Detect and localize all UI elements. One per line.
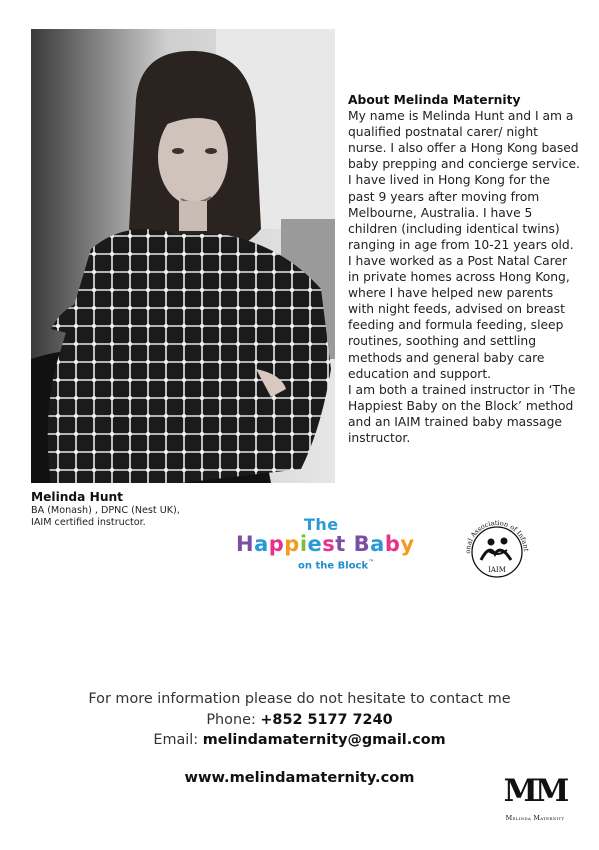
contact-phone-line [0,710,599,731]
iaim-logo [459,510,535,590]
phone-number[interactable]: +852 5177 7240 [260,711,393,728]
mm-logo-caption: Melinda Maternity [505,814,565,822]
about-section [348,92,580,446]
happiest-baby-logo-letter: t [335,532,346,556]
melinda-maternity-logo [498,773,572,829]
contact-intro: For more information please do not hesitate to contact me [88,691,511,707]
iaim-bottom-text: IAIM [488,566,506,574]
happiest-baby-logo-letter: y [400,532,415,556]
portrait-image [31,29,335,483]
contact-email-line [0,730,599,751]
happiest-baby-logo-letter: H [236,532,255,556]
email-address[interactable]: melindamaternity@gmail.com [202,732,446,748]
website-link[interactable]: www.melindamaternity.com [184,769,415,786]
contact-section [0,689,599,751]
about-paragraph-2: I am both a trained instructor in ‘The Happiest Baby on the Block’ method and an IAIM trained baby massage instructor. [348,382,576,445]
profile-block [31,490,221,530]
mm-logo-letters: MM [503,773,567,809]
happiest-baby-logo [236,515,414,575]
about-heading: About Melinda Maternity [348,93,521,107]
happiest-baby-logo-letter [346,532,354,556]
about-paragraph-1: My name is Melinda Hunt and I am a qualified postnatal carer/ night nurse. I also offer a Hong Kong based baby prepping and concierge service. I have lived in Hong Kong for the past 9 years after moving from Melbourne, Australia. I have 5 children (including identical twins) ranging in age from 10-21 years old. I have worked as a Post Natal Carer in private homes across Hong Kong, where I have helped new parents with night feeds, advised on breast feeding and formula feeding, sleep routines, soothing and settling methods and general baby care education and support. [348,109,580,381]
happiest-baby-logo-subtitle [298,559,374,571]
iaim-ring-text: onal Association of Infant [463,518,531,554]
happiest-baby-logo-title [236,532,415,556]
happiest-baby-logo-letter: a [254,532,269,556]
happiest-baby-logo-letter: e [307,532,323,556]
happiest-baby-logo-letter: p [268,532,285,556]
phone-label: Phone: [206,711,261,728]
happiest-baby-logo-subtitle-text: on the Block [298,560,369,572]
happiest-baby-logo-letter: B [353,532,371,556]
happiest-baby-logo-letter: a [370,532,385,556]
profile-name: Melinda Hunt [31,490,123,504]
trademark-symbol: ™ [368,559,375,566]
profile-qualifications-line-1: BA (Monash) , DPNC (Nest UK), [31,505,180,516]
profile-qualifications-line-2: IAIM certified instructor. [31,517,146,529]
happiest-baby-logo-letter: p [284,532,300,556]
happiest-baby-logo-letter: s [322,532,336,556]
iaim-seal-icon [459,510,535,590]
happiest-baby-logo-letter: i [299,532,308,556]
svg-text:International Association of I [459,510,530,554]
happiest-baby-logo-letter: b [384,532,401,556]
portrait-photo [31,29,335,483]
happiest-baby-logo-the: The [304,515,339,534]
email-label: Email: [153,732,203,748]
